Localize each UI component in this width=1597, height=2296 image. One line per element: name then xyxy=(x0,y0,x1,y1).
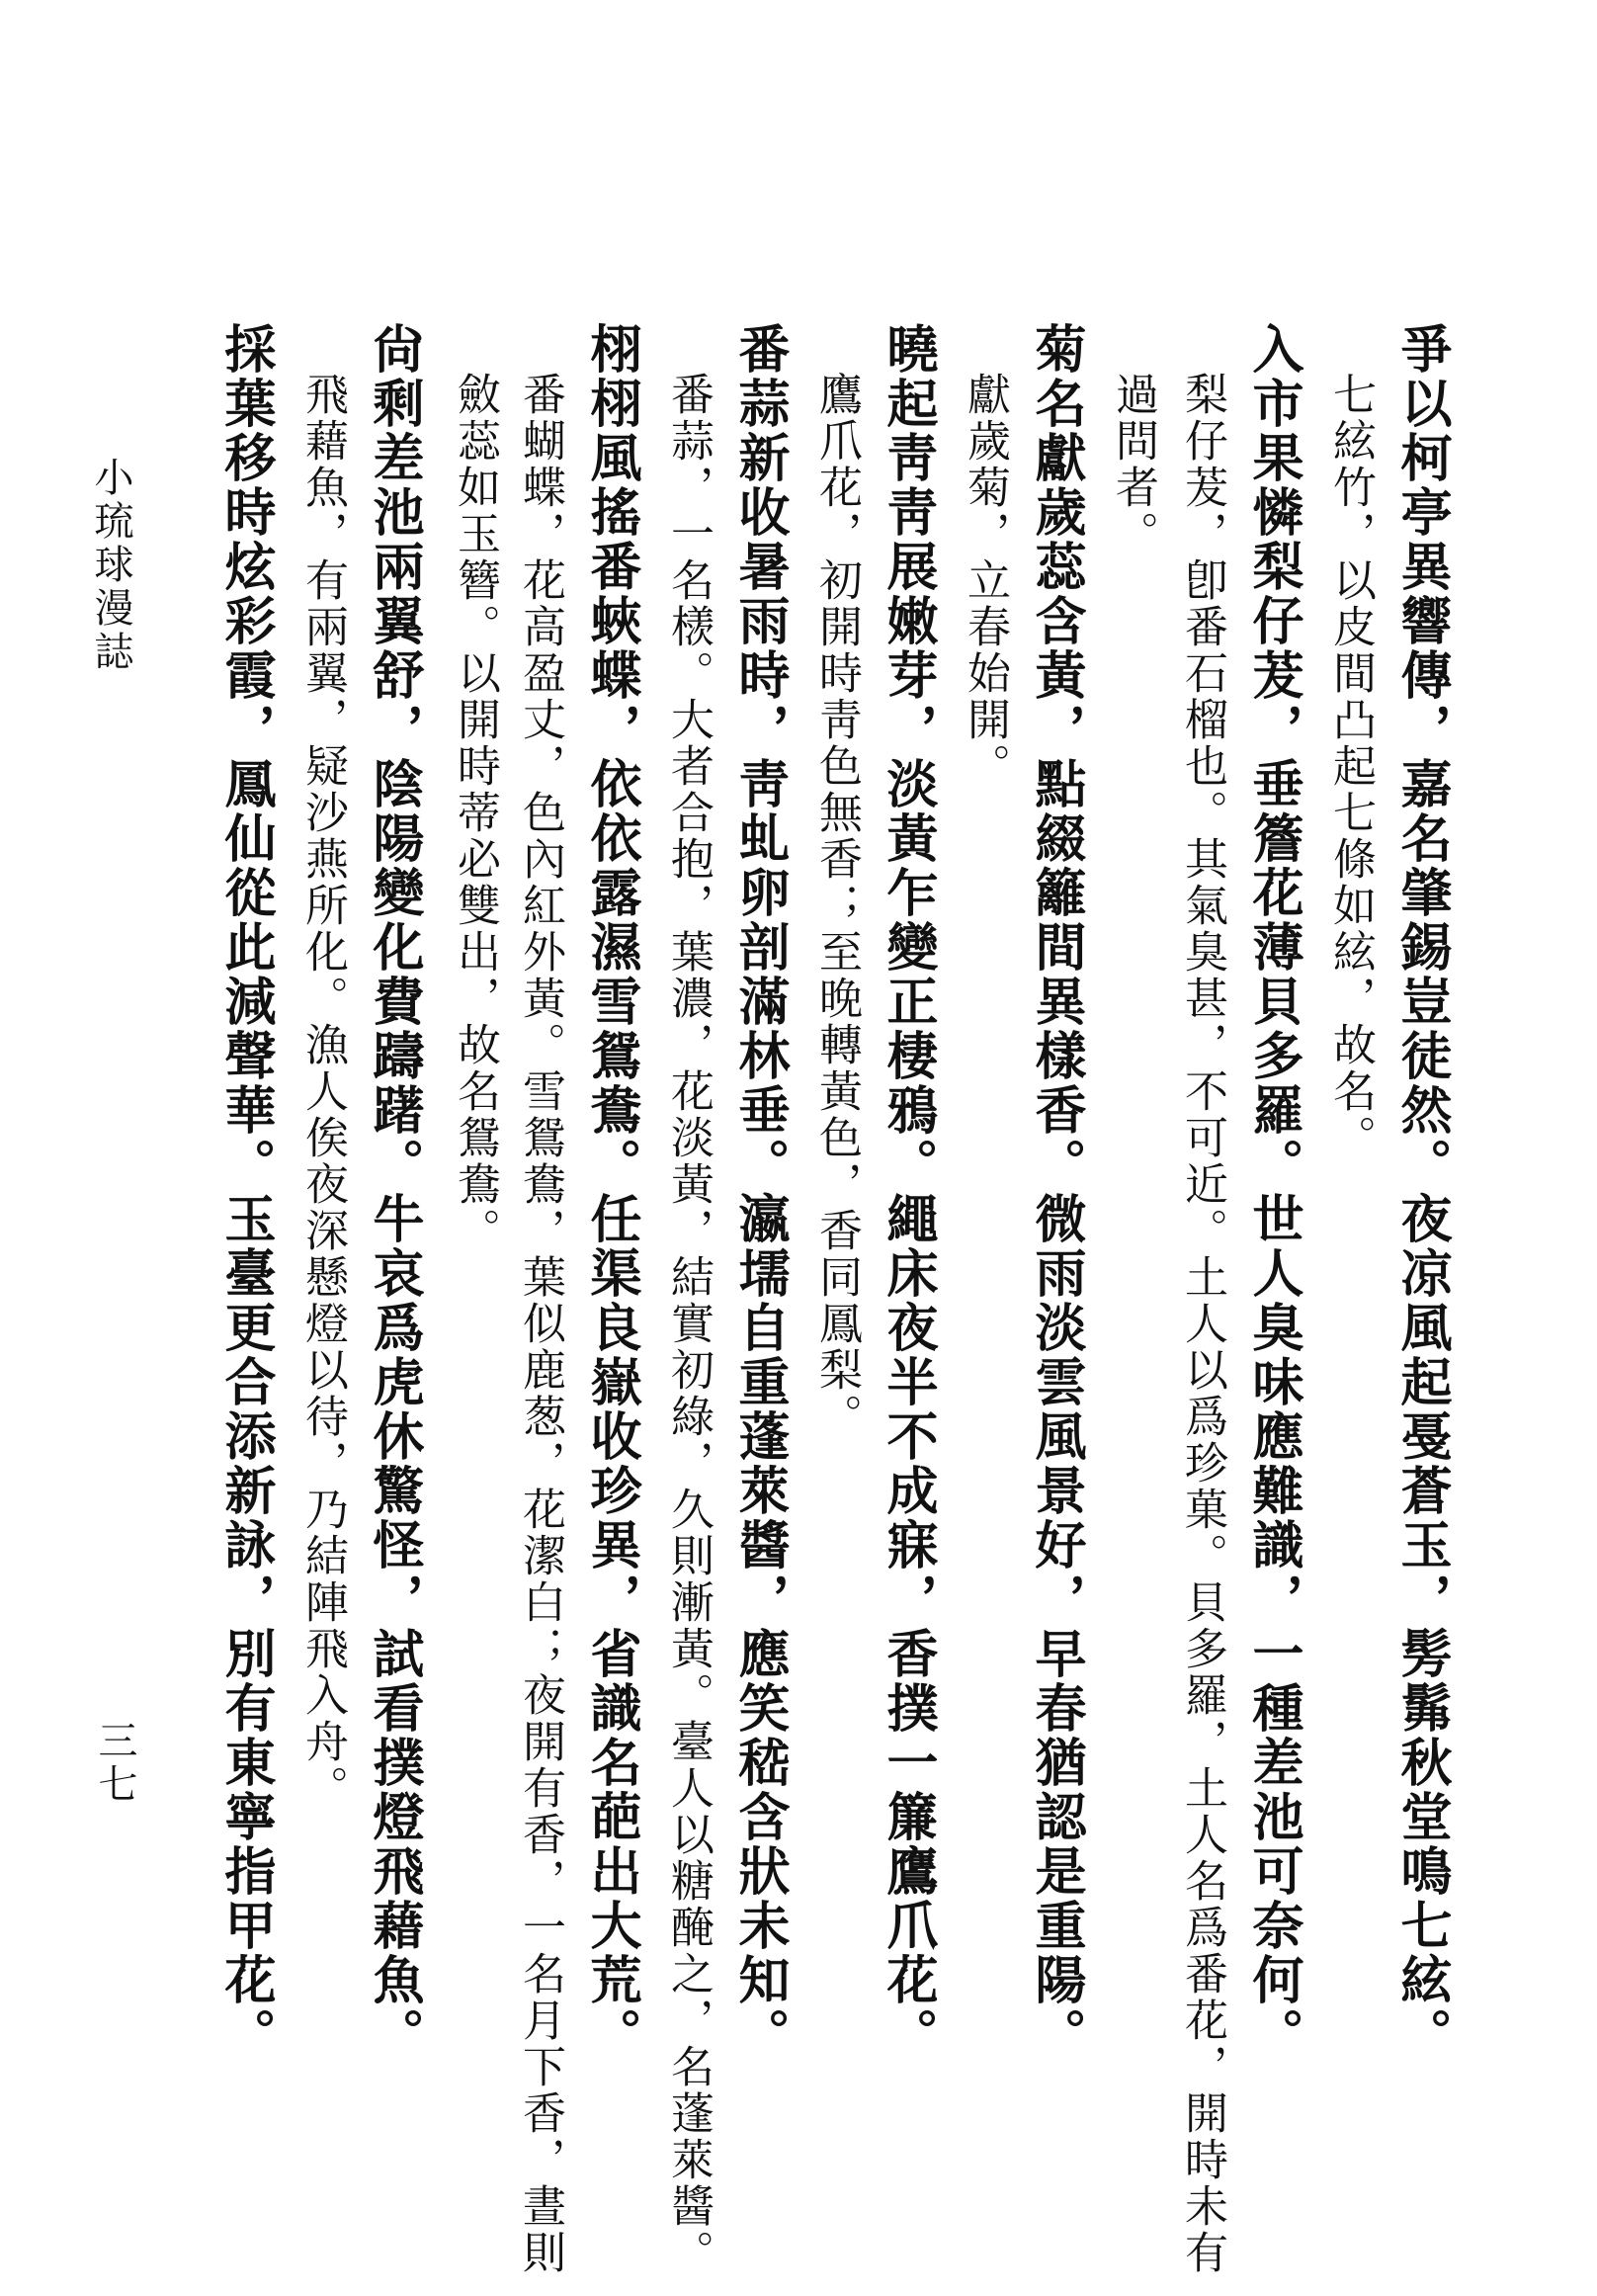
annotation-line: 獻歲菊，立春始開。 xyxy=(960,372,1010,790)
poem-line: 菊名獻歲蕊含黃，點綴籬間異樣香。微雨淡雲風景好，早春猶認是重陽。 xyxy=(1026,322,1086,2062)
poem-line: 採葉移時炫彩霞，鳳仙從此減聲華。玉臺更合添新詠，別有東寧指甲花。 xyxy=(215,322,276,2062)
poem-line: 入市果憐梨仔茇，垂簷花薄貝多羅。世人臭味應難識，一種差池可奈何。 xyxy=(1243,322,1303,2062)
annotation-line: 過問者。 xyxy=(1108,372,1158,557)
annotation-line: 鷹爪花，初開時靑色無香；至晚轉黃色，香同鳳梨。 xyxy=(811,372,862,1440)
annotation-line: 番蝴蝶，花高盈丈，色內紅外黃。雪鴛鴦，葉似鹿葱，花潔白；夜開有香，一名月下香，晝則 xyxy=(515,372,565,2276)
annotation-line: 七絃竹，以皮間凸起七條如絃，故名。 xyxy=(1325,372,1376,1161)
poem-line: 爭以柯亭異響傳，嘉名肇錫豈徒然。夜凉風起戞蒼玉，髣髴秋堂鳴七絃。 xyxy=(1391,322,1452,2062)
poem-line: 栩栩風搖番蛺蝶，依依露濕雪鴛鴦。任渠良嶽收珍異，省識名葩出大荒。 xyxy=(581,322,641,2062)
annotation-line: 飛藉魚，有兩翼，疑沙燕所化。漁人俟夜深懸燈以待，乃結陣飛入舟。 xyxy=(297,372,348,1812)
annotation-line: 斂蕊如玉簪。以開時蒂必雙出，故名鴛鴦。 xyxy=(450,372,500,1254)
annotation-line: 番蒜，一名檨。大者合抱，葉濃，花淡黃，結實初綠，久則漸黃。臺人以糖醃之，名蓬萊醬。 xyxy=(663,372,714,2276)
poem-line: 尙剩差池兩翼舒，陰陽變化費躊躇。牛哀爲虎休驚怪，試看撲燈飛藉魚。 xyxy=(364,322,424,2062)
book-title: 小琉球漫誌 xyxy=(88,457,133,674)
poem-line: 番蒜新收暑雨時，靑虬卵剖滿林垂。瀛壖自重蓬萊醬，應笑嵇含狀未知。 xyxy=(729,322,790,2062)
poem-line: 曉起靑靑展嫩芽，淡黃乍變正棲鴉。繩床夜半不成寐，香撲一簾鷹爪花。 xyxy=(878,322,938,2062)
annotation-line: 梨仔茇，卽番石榴也。其氣臭甚，不可近。土人以爲珍菓。貝多羅，土人名爲番花，開時未有 xyxy=(1177,372,1227,2276)
page-number: 三七 xyxy=(92,1720,137,1807)
